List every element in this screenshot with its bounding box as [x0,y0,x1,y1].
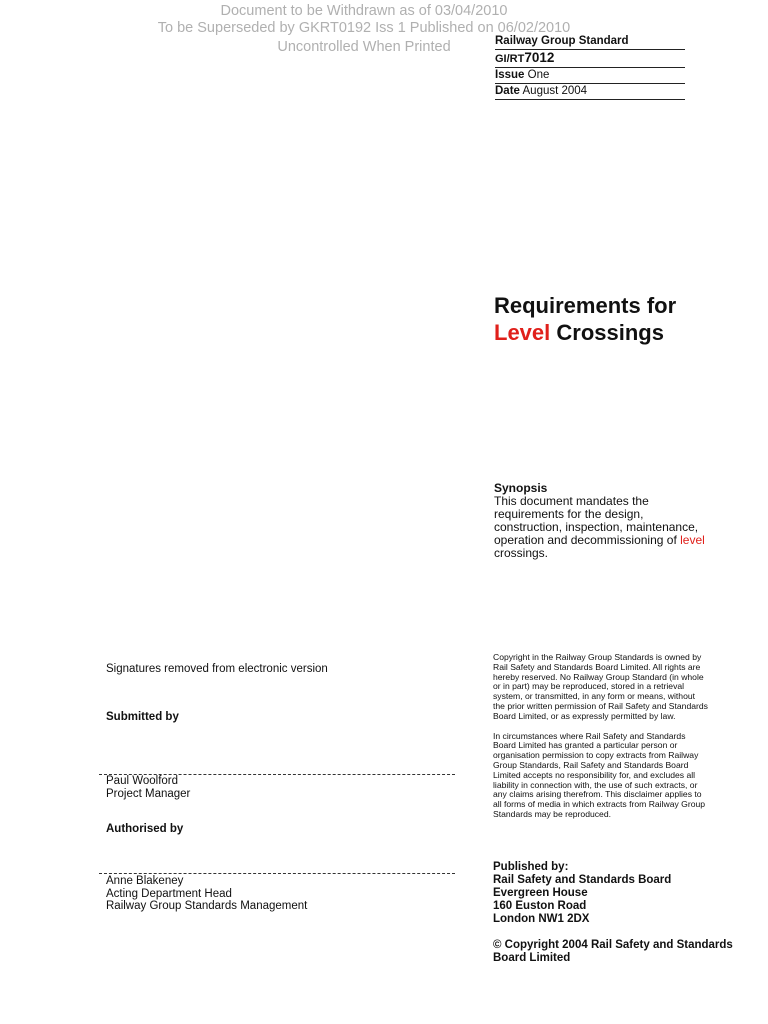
authoriser-name: Anne Blakeney [106,875,184,887]
authoriser-department: Railway Group Standards Management [106,900,308,913]
issue-row [495,68,685,84]
title-rest: Crossings [556,320,664,345]
synopsis-red-word: level [680,533,705,547]
title-red-word: Level [494,320,551,345]
authoriser-signature-line [99,873,455,874]
authoriser-role: Acting Department Head [106,887,232,900]
synopsis [494,482,714,560]
publisher-copyright: © Copyright 2004 Rail Safety and Standards Board Limited [493,939,733,964]
code-number: 7012 [524,50,555,65]
publisher-street: 160 Euston Road [493,900,587,912]
synopsis-text-main: This document mandates the requirements for the design, construction, inspection, maintenance, operation and decommissioning of [494,494,699,547]
date-value: August 2004 [522,85,588,97]
document-title [494,292,764,346]
publisher-org: Rail Safety and Standards Board [493,874,672,886]
signatures-note: Signatures removed from electronic version [106,663,328,675]
date-label: Date [495,85,520,97]
watermark-uncontrolled: Uncontrolled When Printed [277,39,451,55]
copyright-paragraph-2: In circumstances where Rail Safety and Standards Board Limited has granted a particular person or organisation permission to copy extracts from Railway Group Standards, Rail Safety and Standards Board Limited accepts no responsibility for, and excludes all liability in connection with, the use of such extracts, or any claims arising therefrom. This disclaimer applies to all forms of media in which extracts from Railway Group Standards may be reproduced. [493,730,706,819]
issue-value: One [527,69,550,81]
issue-label: Issue [495,69,525,81]
copyright-notice [493,653,708,830]
date-row [495,84,685,100]
publisher-block [493,861,733,978]
submitter-name: Paul Woolford [106,775,179,787]
title-line-2 [494,319,764,346]
publisher-building: Evergreen House [493,887,588,899]
watermark-withdrawn: Document to be Withdrawn as of 03/04/2010 [220,3,508,19]
submitter-role: Project Manager [106,787,191,800]
publisher-heading: Published by: [493,861,569,873]
authoriser-block [106,875,307,913]
copyright-paragraph-1: Copyright in the Railway Group Standards is owned by Rail Safety and Standards Board Limited. All rights are hereby reserved. No Railway Group Standard (in whole or in part) may be reproduced, stored in a retrieval system, or transmitted, in any form or means, without the prior written permission of Rail Safety and Standards Board Limited, or as expressly permitted by law. [493,652,708,721]
synopsis-text [494,495,714,560]
document-header [495,34,685,100]
synopsis-text-end: crossings. [494,546,549,560]
synopsis-heading: Synopsis [494,481,548,495]
code-prefix: GI/RT [495,53,525,65]
title-line-1: Requirements for [494,293,677,318]
watermark-superseded: To be Superseded by GKRT0192 Iss 1 Published on 06/02/2010 [157,20,571,36]
submitter-block [106,775,190,800]
authorised-by-label: Authorised by [106,823,184,835]
standard-type: Railway Group Standard [495,34,685,50]
publisher-city: London NW1 2DX [493,913,590,925]
document-code [495,50,685,68]
submitted-by-label: Submitted by [106,711,179,723]
